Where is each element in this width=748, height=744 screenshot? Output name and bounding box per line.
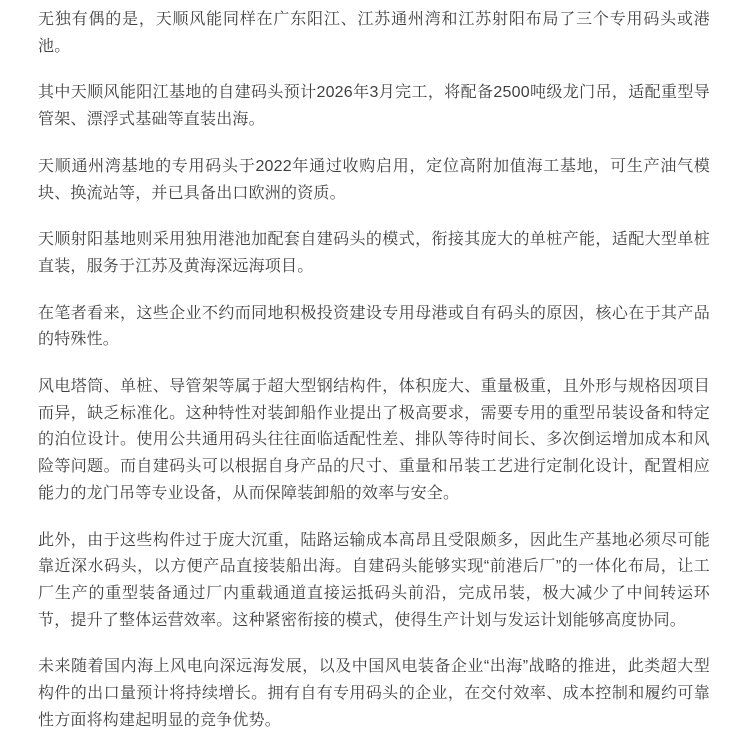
paragraph: 在笔者看来，这些企业不约而同地积极投资建设专用母港或自有码头的原因，核心在于其产品的特殊性。: [38, 304, 710, 349]
paragraph: 无独有偶的是，天顺风能同样在广东阳江、江苏通州湾和江苏射阳布局了三个专用码头或港池。: [38, 11, 710, 55]
paragraph: 天顺通州湾基地的专用码头于2022年通过收购启用，定位高附加值海工基地，可生产油气模块、换流站等，并已具备出口欧洲的资质。: [38, 157, 710, 202]
paragraph: 其中天顺风能阳江基地的自建码头预计2026年3月完工，将配备2500吨级龙门吊，适配重型导管架、漂浮式基础等直装出海。: [38, 84, 710, 129]
paragraph: 未来随着国内海上风电向深远海发展，以及中国风电装备企业“出海”战略的推进，此类超大型构件的出口量预计将持续增长。拥有自有专用码头的企业，在交付效率、成本控制和履约可靠性方面将构建起明显的竞争优势。: [38, 658, 710, 729]
paragraph: 天顺射阳基地则采用独用港池加配套自建码头的模式，衔接其庞大的单桩产能，适配大型单桩直装，服务于江苏及黄海深远海项目。: [38, 231, 710, 275]
paragraph: 此外，由于这些构件过于庞大沉重，陆路运输成本高昂且受限颇多，因此生产基地必须尽可能靠近深水码头，以方便产品直接装船出海。自建码头能够实现“前港后厂”的一体化布局，让工厂生产的重型装备通过厂内重载通道直接运抵码头前沿，完成吊装，极大减少了中间转运环节，提升了整体运营效率。这种紧密衔接的模式，使得生产计划与发运计划能够高度协同。: [38, 531, 710, 629]
paragraph: 风电塔筒、单桩、导管架等属于超大型钢结构件，体积庞大、重量极重，且外形与规格因项目而异，缺乏标准化。这种特性对装卸船作业提出了极高要求，需要专用的重型吊装设备和特定的泊位设计。使用公共通用码头往往面临适配性差、排队等待时间长、多次倒运增加成本和风险等问题。而自建码头可以根据自身产品的尺寸、重量和吊装工艺进行定制化设计，配置相应能力的龙门吊等专业设备，从而保障装卸船的效率与安全。: [38, 378, 710, 502]
